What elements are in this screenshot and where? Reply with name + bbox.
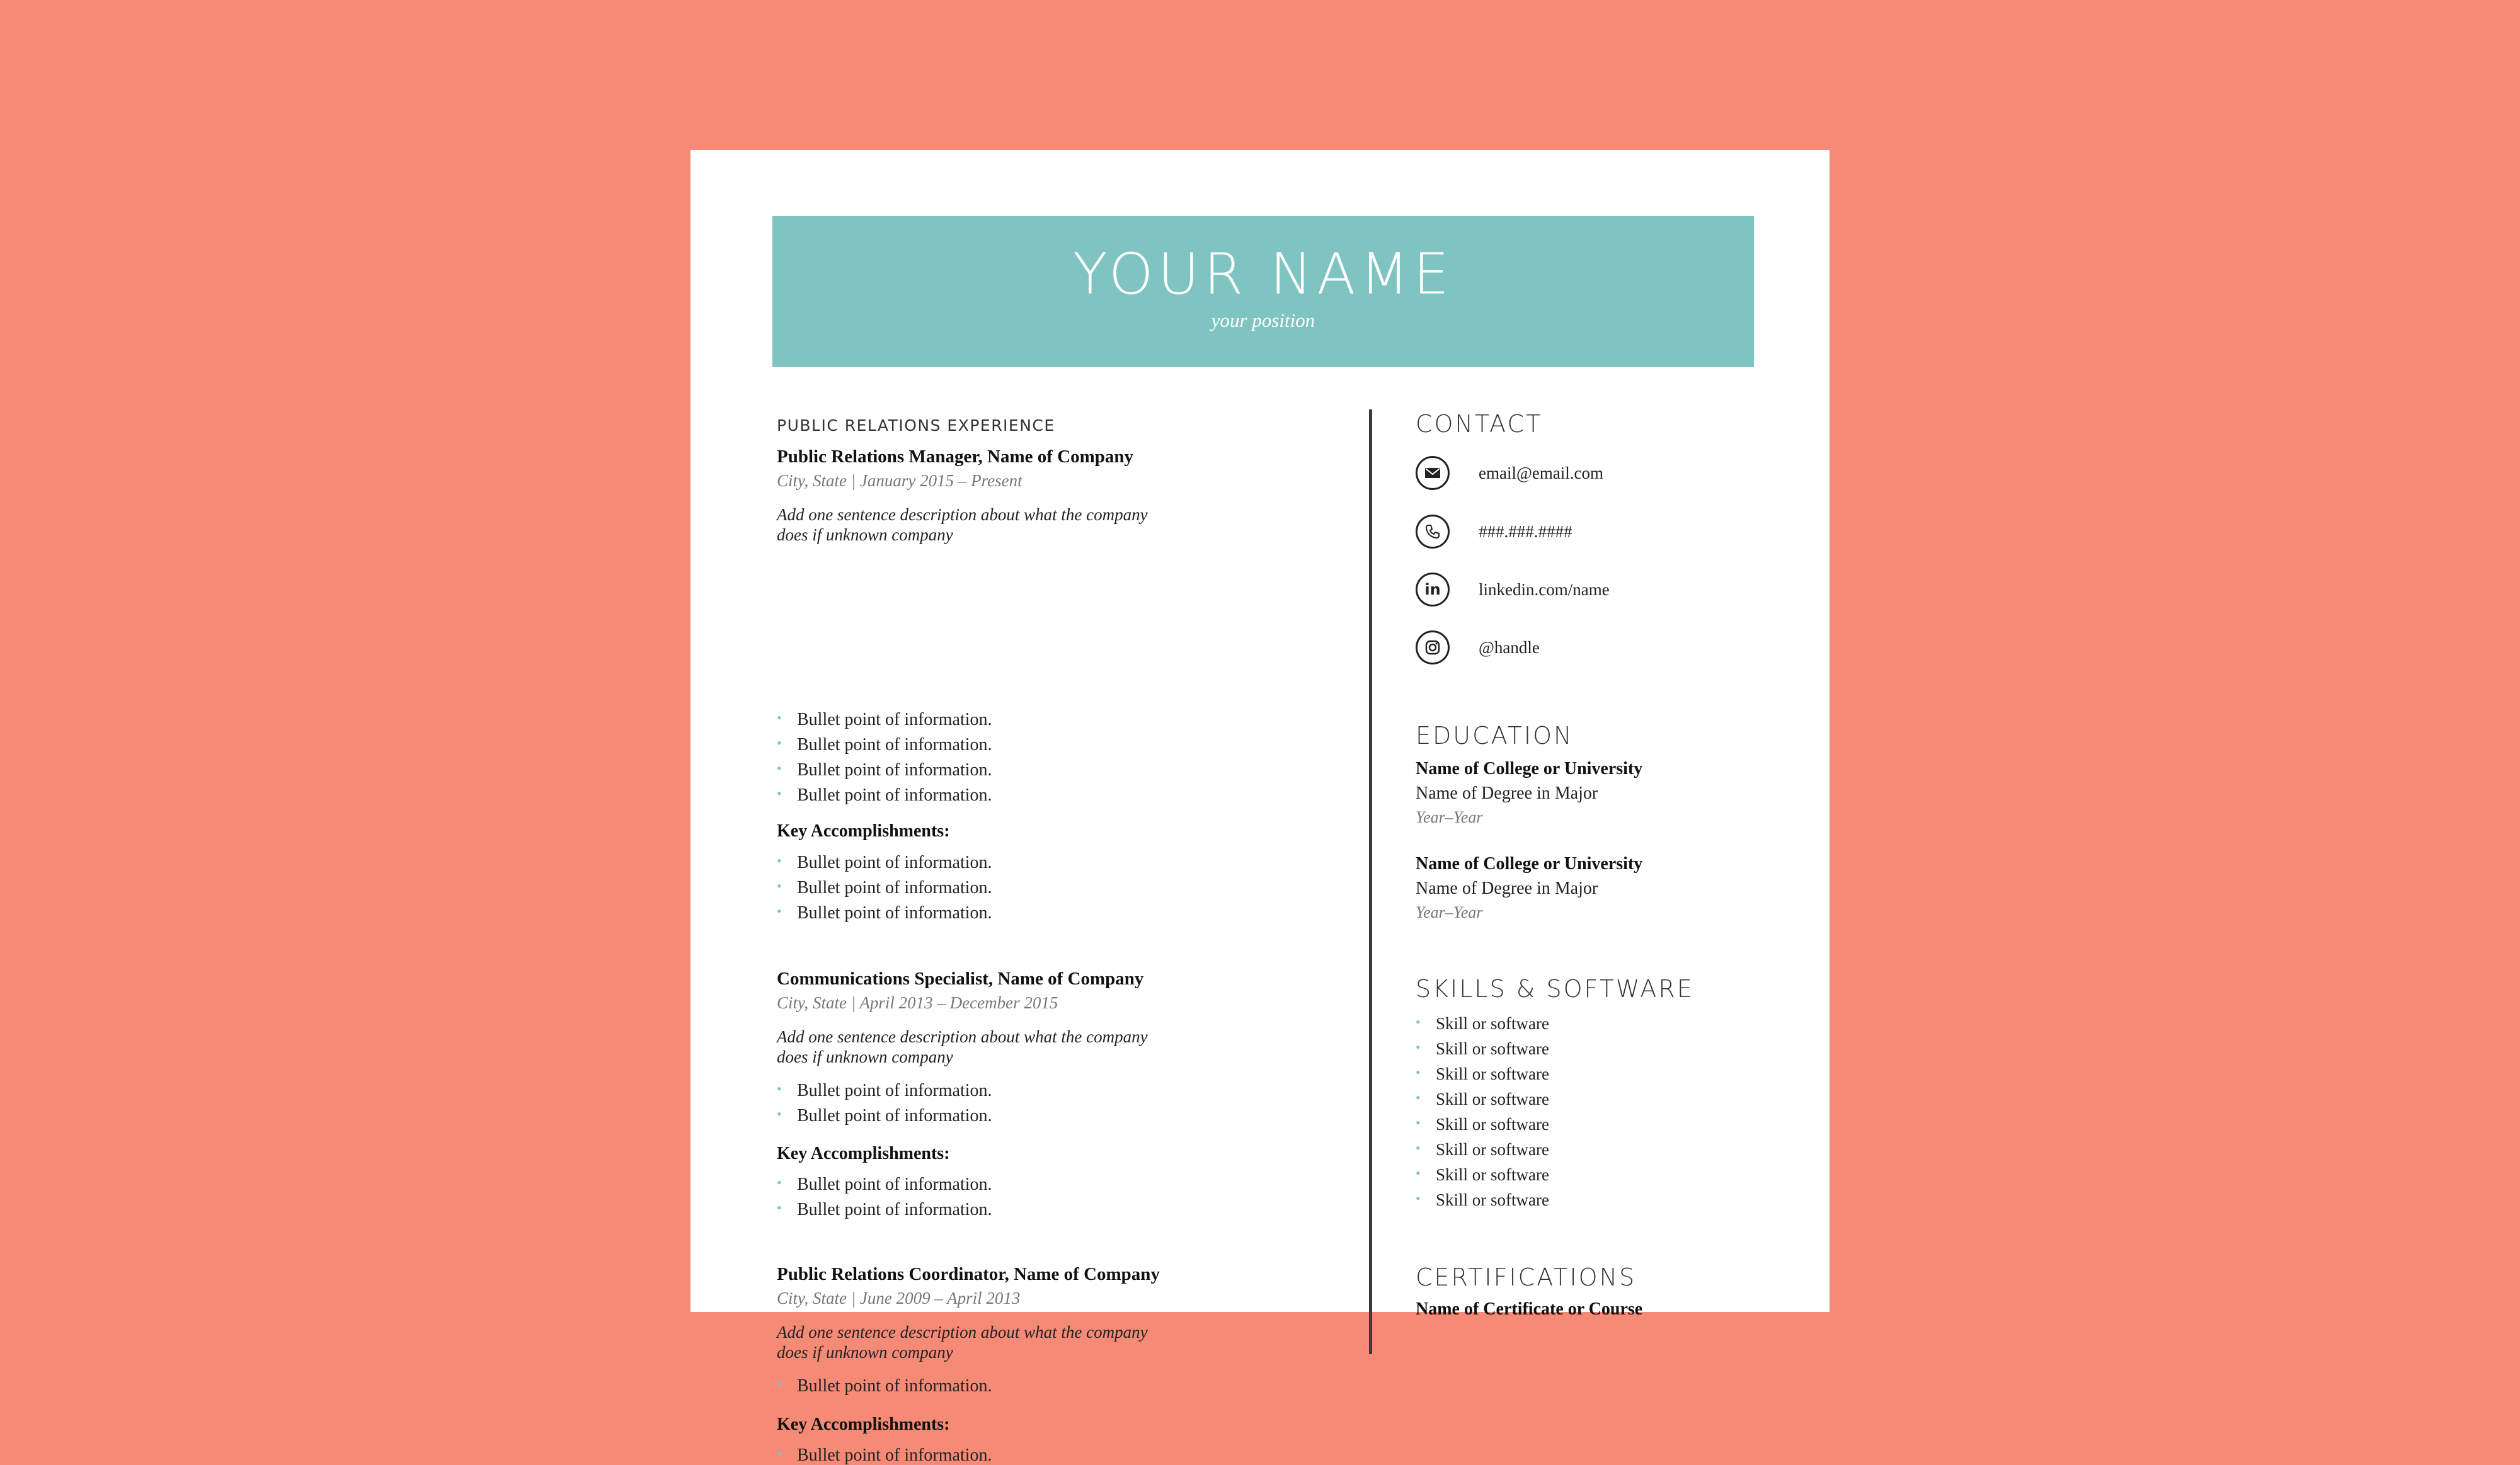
job-description: Add one sentence description about what the company does if unknown company — [777, 505, 1148, 544]
job-bullet: • Bullet point of information. — [777, 711, 992, 729]
skill-item: • Skill or software — [1416, 1192, 1549, 1209]
email-icon — [1416, 456, 1450, 490]
linkedin-icon: in — [1416, 573, 1450, 607]
job-bullet: • Bullet point of information. — [777, 761, 992, 779]
skills-heading: SKILLS & SOFTWARE — [1416, 975, 1694, 1003]
accomplishment-bullet: • Bullet point of information. — [777, 904, 992, 922]
job-description: Add one sentence description about what the company does if unknown company — [777, 1027, 1148, 1066]
skill-item: • Skill or software — [1416, 1040, 1549, 1057]
education-years: Year–Year — [1416, 903, 1483, 921]
contact-phone[interactable]: ###.###.#### — [1479, 522, 1572, 541]
education-school: Name of College or University — [1416, 854, 1643, 874]
skill-item: • Skill or software — [1416, 1015, 1549, 1032]
applicant-name: YOUR NAME — [1072, 241, 1454, 307]
job-bullet: • Bullet point of information. — [777, 1107, 992, 1125]
contact-linkedin[interactable]: linkedin.com/name — [1479, 580, 1610, 599]
accomplishment-bullet: • Bullet point of information. — [777, 854, 992, 872]
key-accomplishments-label: Key Accomplishments: — [777, 1144, 950, 1163]
skill-item: • Skill or software — [1416, 1116, 1549, 1133]
job-title: Public Relations Coordinator, Name of Company — [777, 1264, 1160, 1284]
skill-item: • Skill or software — [1416, 1066, 1549, 1083]
job-bullet: • Bullet point of information. — [777, 787, 992, 804]
resume-page — [690, 150, 1830, 1465]
job-meta: City, State | April 2013 – December 2015 — [777, 993, 1058, 1012]
certifications-heading: CERTIFICATIONS — [1416, 1263, 1637, 1291]
job-meta: City, State | June 2009 – April 2013 — [777, 1289, 1021, 1308]
job-meta: City, State | January 2015 – Present — [777, 471, 1022, 490]
job-title: Public Relations Manager, Name of Company — [777, 447, 1134, 467]
phone-icon — [1416, 515, 1450, 549]
contact-instagram[interactable]: @handle — [1479, 638, 1540, 657]
contact-heading: CONTACT — [1416, 410, 1543, 438]
skill-item: • Skill or software — [1416, 1141, 1549, 1158]
education-school: Name of College or University — [1416, 759, 1643, 778]
job-bullet: • Bullet point of information. — [777, 1377, 992, 1395]
key-accomplishments-label: Key Accomplishments: — [777, 821, 950, 841]
accomplishment-bullet: • Bullet point of information. — [777, 879, 992, 897]
experience-heading: PUBLIC RELATIONS EXPERIENCE — [777, 416, 1055, 435]
job-bullet: • Bullet point of information. — [777, 736, 992, 754]
education-degree: Name of Degree in Major — [1416, 784, 1598, 803]
key-accomplishments-label: Key Accomplishments: — [777, 1415, 950, 1434]
contact-email[interactable]: email@email.com — [1479, 464, 1604, 482]
skill-item: • Skill or software — [1416, 1091, 1549, 1108]
job-bullet: • Bullet point of information. — [777, 1082, 992, 1100]
column-divider — [1369, 409, 1372, 1354]
skill-item: • Skill or software — [1416, 1166, 1549, 1183]
education-heading: EDUCATION — [1416, 722, 1574, 750]
job-title: Communications Specialist, Name of Company — [777, 969, 1144, 989]
education-years: Year–Year — [1416, 808, 1483, 826]
resume-header — [772, 216, 1754, 367]
education-degree: Name of Degree in Major — [1416, 879, 1598, 898]
certification-item: Name of Certificate or Course — [1416, 1299, 1643, 1319]
accomplishment-bullet: • Bullet point of information. — [777, 1176, 992, 1194]
applicant-position: your position — [1211, 309, 1315, 331]
accomplishment-bullet: • Bullet point of information. — [777, 1447, 992, 1464]
instagram-icon — [1416, 630, 1450, 664]
accomplishment-bullet: • Bullet point of information. — [777, 1201, 992, 1219]
job-description: Add one sentence description about what the company does if unknown company — [777, 1323, 1148, 1362]
